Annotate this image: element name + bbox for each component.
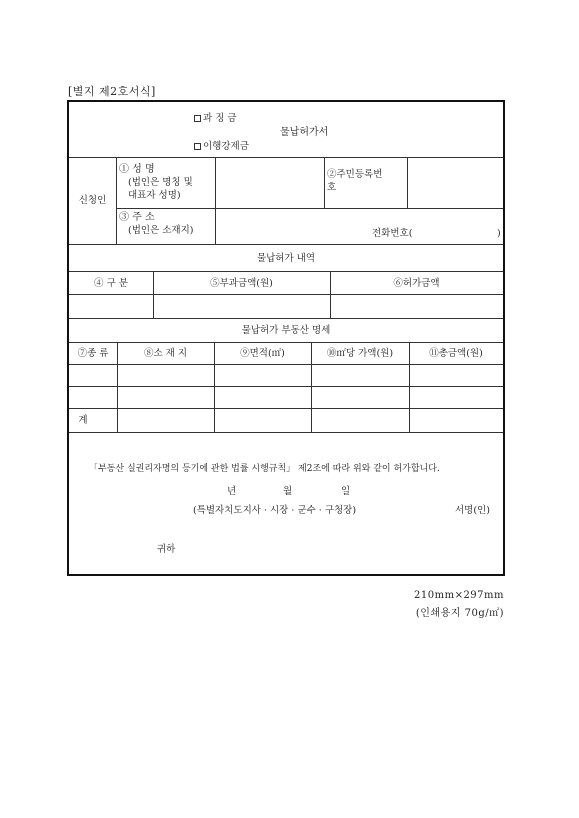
paper-size-label: 210mm×297mm xyxy=(414,590,504,601)
paper-type-label: (인쇄용지 70g/㎡) xyxy=(415,608,504,619)
details-permitted-field[interactable] xyxy=(331,295,503,318)
regno-field[interactable] xyxy=(408,158,502,208)
address-label: ③ 주 소 xyxy=(119,212,155,223)
details-col-category: ④ 구 분 xyxy=(94,277,128,289)
name-sublabel-1: (법인은 명칭 및 xyxy=(128,177,193,188)
signature-label: 서명(인) xyxy=(455,505,490,516)
property-col-total: ⑪총금액(원) xyxy=(429,348,483,359)
phone-close: ) xyxy=(497,228,501,239)
permit-form xyxy=(67,100,505,576)
phone-label: 전화번호( xyxy=(372,228,413,239)
address-sublabel: (법인은 소재지) xyxy=(128,225,194,236)
property-col-location: ⑧소 재 지 xyxy=(143,348,188,359)
date-month: 월 xyxy=(283,486,293,497)
name-sublabel-2: 대표자 성명) xyxy=(128,190,181,201)
option-penalty-label: 과 징 금 xyxy=(203,113,237,124)
property-title: 물납허가 부동산 명세 xyxy=(241,325,331,336)
property-col-type: ⑦종 류 xyxy=(77,348,109,359)
total-label: 계 xyxy=(78,415,88,426)
name-field[interactable] xyxy=(216,158,324,208)
address-field[interactable] xyxy=(216,209,503,244)
table-row[interactable] xyxy=(69,387,503,408)
authority-label: (특별자치도지사 · 시장 · 군수 · 구청장) xyxy=(193,505,357,516)
regno-label-cell xyxy=(327,168,407,194)
regno-label: ②주민등록번 xyxy=(327,169,383,180)
form-number-label: [별지 제2호서식] xyxy=(68,85,156,98)
property-col-area: ⑨면적(㎡) xyxy=(240,348,285,359)
divider xyxy=(116,157,117,244)
name-label: ① 성 명 xyxy=(119,164,155,175)
date-day: 일 xyxy=(341,486,351,497)
applicant-section-label: 신청인 xyxy=(78,195,107,206)
divider xyxy=(69,408,503,409)
property-col-unit-price: ⑩㎡당 가액(원) xyxy=(326,348,394,359)
details-col-imposed: ⑤부과금액(원) xyxy=(210,277,273,289)
divider xyxy=(69,432,503,433)
name-label-cell xyxy=(119,163,214,202)
date-year: 년 xyxy=(227,486,237,497)
statement-text: 「부동산 실권리자명의 등기에 관한 법률 시행규칙」 제2조에 따라 위와 같이 허가합니다. xyxy=(89,464,440,474)
details-imposed-field[interactable] xyxy=(154,295,330,318)
checkbox-icon[interactable] xyxy=(194,115,201,122)
details-title: 물납허가 내역 xyxy=(256,252,316,264)
regno-label-2: 호 xyxy=(327,182,337,193)
option-enforcement-label: 이행강제금 xyxy=(203,141,249,152)
checkbox-icon[interactable] xyxy=(194,143,201,150)
table-row[interactable] xyxy=(69,365,503,386)
address-label-cell xyxy=(119,211,214,237)
addressee-label: 귀하 xyxy=(157,544,176,555)
divider xyxy=(324,157,325,208)
details-category-field[interactable] xyxy=(69,295,153,318)
details-col-permitted: ⑥허가금액 xyxy=(393,277,440,289)
form-title: 물납허가서 xyxy=(280,127,329,138)
option-penalty xyxy=(194,112,274,125)
option-enforcement xyxy=(194,140,284,153)
